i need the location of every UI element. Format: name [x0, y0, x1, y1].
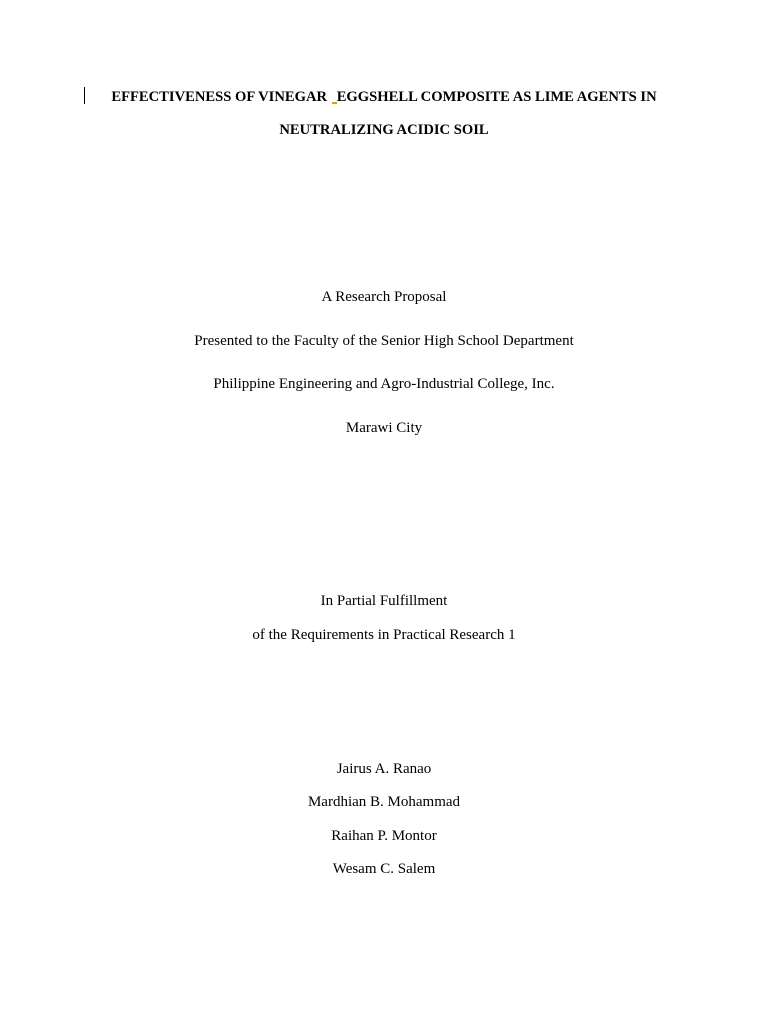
- author-name: Raihan P. Montor: [331, 828, 437, 844]
- author-name: Jairus A. Ranao: [336, 761, 432, 777]
- fulfillment-line-1: In Partial Fulfillment: [320, 593, 448, 609]
- author-name: Wesam C. Salem: [332, 861, 436, 877]
- title-line-2: NEUTRALIZING ACIDIC SOIL: [279, 122, 489, 138]
- institution-city: Marawi City: [345, 420, 423, 436]
- presented-to: Presented to the Faculty of the Senior High School Department: [194, 333, 574, 349]
- fulfillment-line-2: of the Requirements in Practical Research 1: [252, 627, 516, 643]
- tracked-change-marker[interactable]: [331, 91, 337, 101]
- title-part-2: EGGSHELL COMPOSITE AS LIME AGENTS IN: [336, 89, 657, 105]
- author-name: Mardhian B. Mohammad: [307, 794, 461, 810]
- title-line-1: [0, 88, 768, 106]
- proposal-type: A Research Proposal: [321, 289, 447, 305]
- title-part-1: EFFECTIVENESS OF VINEGAR: [111, 89, 331, 105]
- institution-name: Philippine Engineering and Agro-Industrial College, Inc.: [213, 376, 555, 392]
